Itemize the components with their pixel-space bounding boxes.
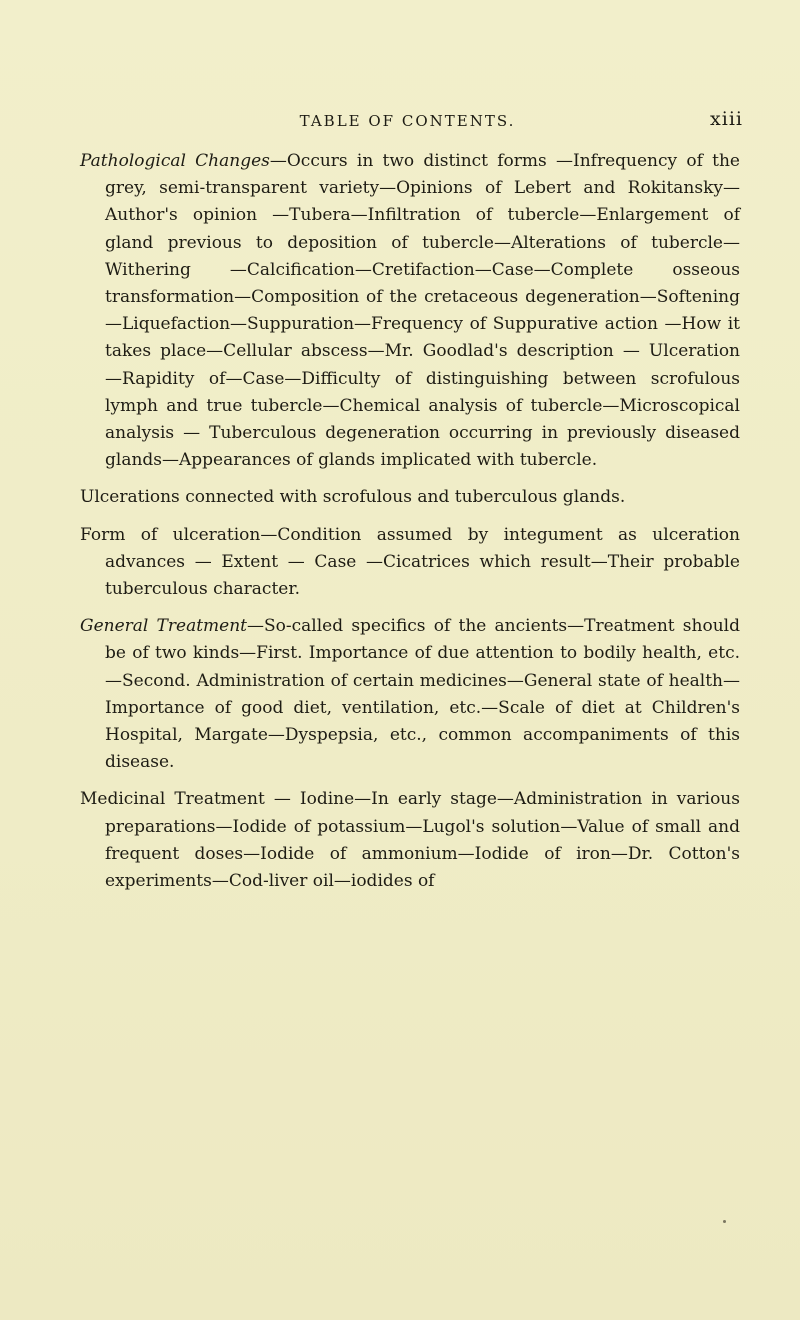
page-number: xiii [710,108,743,130]
entry-heading: General Treatment [80,616,248,637]
contents-entry [80,148,740,474]
running-head [70,108,745,134]
entry-heading: Pathological Changes [80,151,270,171]
contents-entry [80,522,740,604]
paper-speck [723,1220,726,1223]
entry-text: Medicinal Treatment — Iodine—In early stage—Administration in various preparations—Iodide of potassium—Lugol's solution—Value of small and frequent doses—Iodide of ammonium—Iodide of iron—Dr. Cotton's experiments—Cod-liver oil—iodides of [80,789,740,892]
entry-text: —Occurs in two distinct forms —Infrequency of the grey, semi-transparent variety—Opinions of Lebert and Rokitansky—Author's opinion —Tubera—Infiltration of tubercle—Enlargement of gland previous to deposition of tubercle—Alterations of tubercle—Withering —Calcification—Cretifaction—Case—Complete osseous transformation—Composition of the cretaceous degeneration—Softening—Liquefaction—Suppuration—Frequency of Suppurative action —How it takes place—Cellular abscess—Mr. Goodlad's description — Ulceration —Rapidity of—Case—Difficulty of distinguishing between scrofulous lymph and true tubercle—Chemical analysis of tubercle—Microscopical analysis — Tuberculous degeneration occurring in previously diseased glands—Appearances of glands implicated with tubercle. [105,151,740,471]
contents-entry [80,613,740,776]
entry-text: Ulcerations connected with scrofulous and tuberculous glands. [80,487,626,508]
contents-list [80,148,740,905]
entry-text: —So-called specifics of the ancients—Treatment should be of two kinds—First. Importance of due attention to bodily health, etc.—Second. Administration of certain medicines—General state of health—Importance of good diet, ventilation, etc.—Scale of diet at Children's Hospital, Margate—Dyspepsia, etc., common accompaniments of this disease. [105,616,740,773]
contents-entry [80,484,740,511]
contents-entry [80,786,740,895]
running-title: TABLE OF CONTENTS. [299,112,516,130]
entry-text: Form of ulceration—Condition assumed by integument as ulceration advances — Extent — Case —Cicatrices which result—Their probable tuberculous character. [80,524,740,600]
